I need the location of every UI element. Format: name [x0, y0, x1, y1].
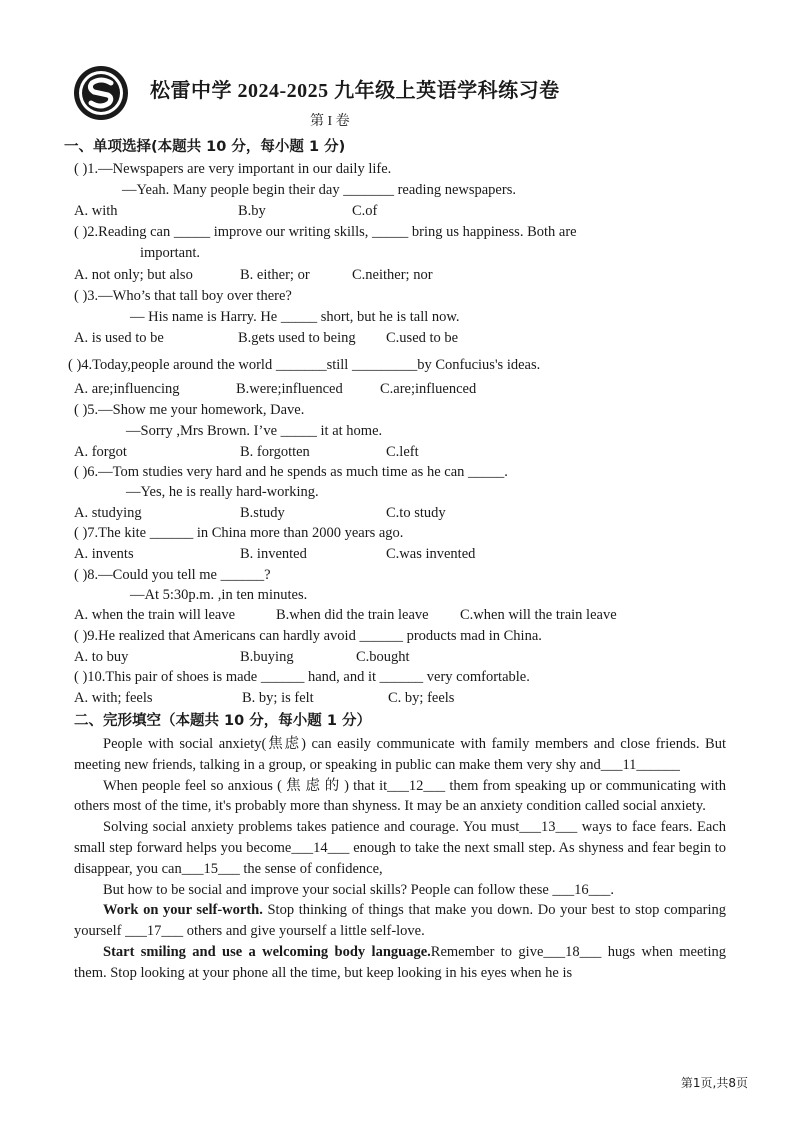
q7-option-c: C.was invented	[386, 546, 476, 562]
q9-option-c: C.bought	[356, 649, 410, 665]
q6-option-c: C.to study	[386, 505, 446, 521]
page-number: 第1页,共8页	[680, 1076, 748, 1090]
q1-stem: ( )1.—Newspapers are very important in our daily life.	[74, 161, 392, 177]
tip-text-self-worth: Stop thinking of things that make you down. Do your best to stop comparing yourself ___17___ others and give yourself a little self-love.	[74, 902, 726, 940]
school-logo	[72, 64, 130, 122]
q1-option-c: C.of	[352, 203, 378, 219]
q8-option-a: A. when the train will leave	[74, 607, 236, 623]
q4-option-a: A. are;influencing	[74, 381, 180, 397]
q3-reply: — His name is Harry. He _____ short, but he is tall now.	[130, 309, 460, 325]
q7-stem: ( )7.The kite ______ in China more than 2000 years ago.	[74, 525, 404, 541]
q6-reply: —Yes, he is really hard-working.	[126, 484, 319, 500]
q1-option-b: B.by	[238, 203, 266, 219]
q5-option-a: A. forgot	[74, 444, 127, 460]
q10-stem: ( )10.This pair of shoes is made ______ hand, and it ______ very comfortable.	[74, 669, 530, 685]
q6-option-b: B.study	[240, 505, 285, 521]
page-title: 松雷中学 2024-2025 九年级上英语学科练习卷	[150, 80, 560, 102]
q2-stem-cont: important.	[140, 245, 201, 261]
q9-option-b: B.buying	[240, 649, 294, 665]
q2-option-a: A. not only; but also	[74, 267, 193, 283]
cloze-passage	[74, 734, 726, 984]
tip-text-smiling: Remember to give___18___ hugs when meeting them. Stop looking at your phone all the time, but keep looking in his eyes when he is	[74, 943, 726, 981]
q10-option-b: B. by; is felt	[242, 690, 314, 706]
q9-option-a: A. to buy	[74, 649, 129, 665]
q5-option-b: B. forgotten	[240, 444, 310, 460]
q1-option-a: A. with	[74, 203, 118, 219]
q6-stem: ( )6.—Tom studies very hard and he spends as much time as he can _____.	[74, 464, 508, 480]
cloze-paragraph-2: When people feel so anxious ( 焦 虑 的 ) that it___12___ them from speaking up or communicating with others most of the time, it's probably more than shyness. It may be an anxiety condition called social anxiety.	[74, 777, 726, 815]
q10-option-c: C. by; feels	[388, 690, 455, 706]
q7-option-b: B. invented	[240, 546, 307, 562]
q5-reply: —Sorry ,Mrs Brown. I’ve _____ it at home.	[126, 423, 383, 439]
q7-option-a: A. invents	[74, 546, 134, 562]
tip-heading-self-worth: Work on your self-worth.	[103, 902, 263, 919]
q3-option-c: C.used to be	[386, 330, 459, 346]
q8-option-b: B.when did the train leave	[276, 607, 429, 623]
q3-stem: ( )3.—Who’s that tall boy over there?	[74, 288, 292, 304]
q3-option-b: B.gets used to being	[238, 330, 356, 346]
q3-option-a: A. is used to be	[74, 330, 164, 346]
cloze-paragraph-3: Solving social anxiety problems takes patience and courage. You must___13___ ways to face fears. Each small step forward helps you become___14___ enough to take the next small step. As shyness and fear begin to disappear, you can___15___ the sense of confidence,	[74, 819, 726, 877]
q4-option-c: C.are;influenced	[380, 381, 477, 397]
q8-reply: —At 5:30p.m. ,in ten minutes.	[130, 587, 308, 603]
volume-label: 第 I 卷	[310, 114, 350, 129]
q1-reply: —Yeah. Many people begin their day _______ reading newspapers.	[122, 182, 516, 198]
q5-stem: ( )5.—Show me your homework, Dave.	[74, 402, 305, 418]
q9-stem: ( )9.He realized that Americans can hardly avoid ______ products mad in China.	[74, 628, 542, 644]
q2-stem: ( )2.Reading can _____ improve our writing skills, _____ bring us happiness. Both are	[74, 224, 577, 240]
q5-option-c: C.left	[386, 444, 419, 460]
q4-option-b: B.were;influenced	[236, 381, 343, 397]
q6-option-a: A. studying	[74, 505, 142, 521]
cloze-paragraph-4: But how to be social and improve your social skills? People can follow these ___16___.	[103, 881, 615, 898]
section2-heading: 二、完形填空（本题共 10 分，每小题 1 分）	[74, 713, 371, 729]
cloze-paragraph-6	[74, 942, 726, 984]
q2-option-b: B. either; or	[240, 267, 310, 283]
q10-option-a: A. with; feels	[74, 690, 153, 706]
q4-stem: ( )4.Today,people around the world _______still _________by Confucius's ideas.	[68, 357, 541, 373]
q8-option-c: C.when will the train leave	[460, 607, 617, 623]
q8-stem: ( )8.—Could you tell me ______?	[74, 567, 271, 583]
cloze-paragraph-5	[74, 900, 726, 942]
q2-option-c: C.neither; nor	[352, 267, 433, 283]
section1-heading: 一、单项选择(本题共 10 分，每小题 1 分)	[64, 139, 346, 155]
tip-heading-smiling: Start smiling and use a welcoming body language.	[103, 943, 431, 960]
cloze-paragraph-1: People with social anxiety(焦虑) can easily communicate with family members and close friends. But meeting new friends, talking in a group, or speaking in public can make them very shy and___11______	[74, 736, 726, 773]
